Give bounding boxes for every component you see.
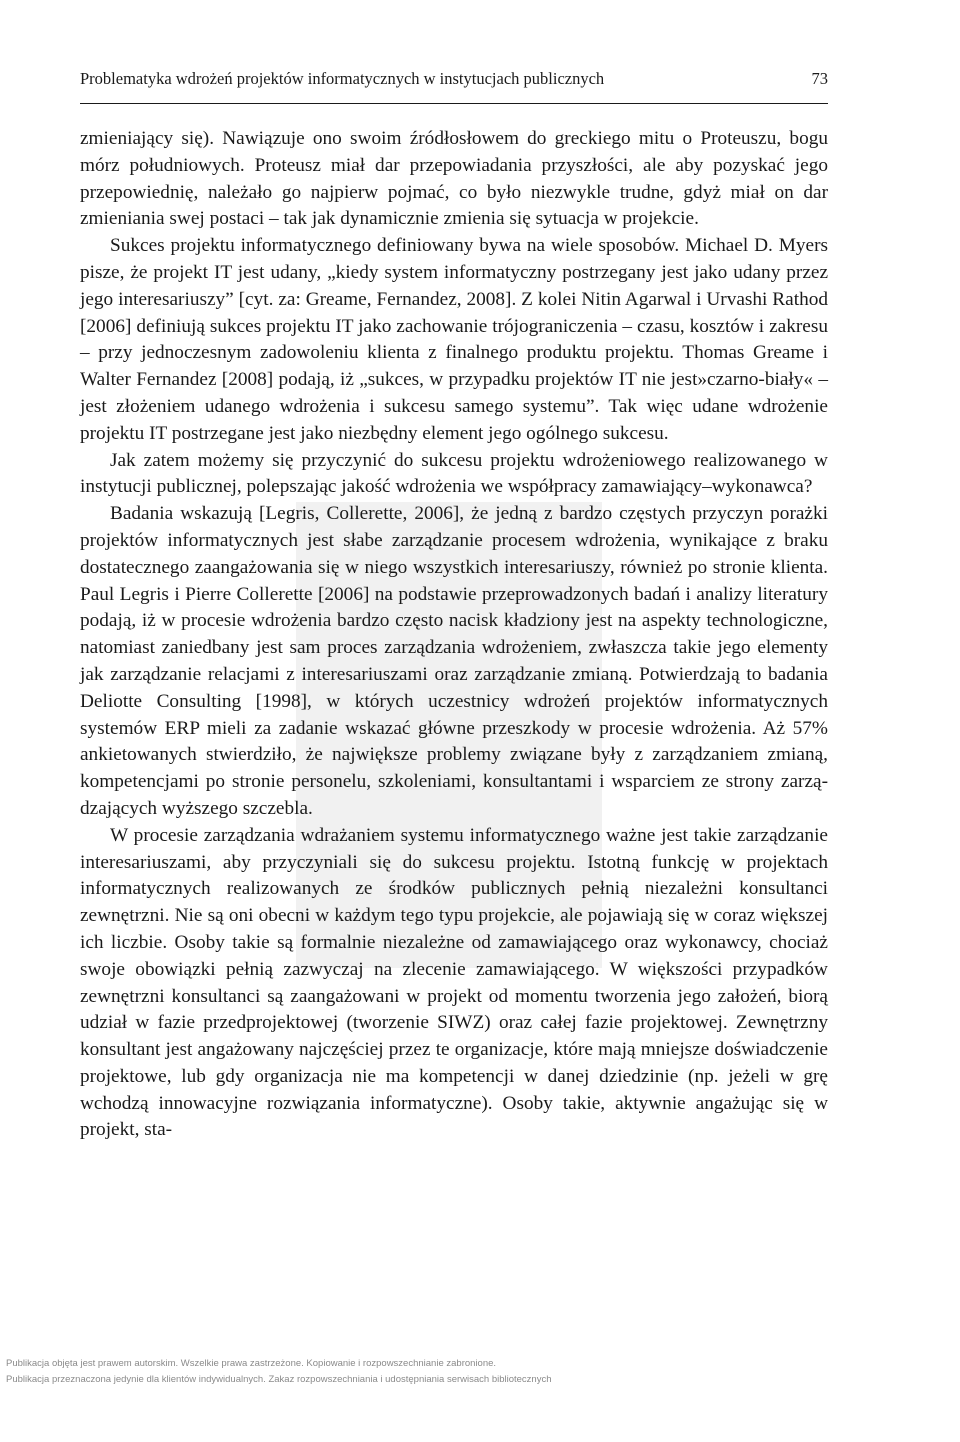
running-title: Problematyka wdrożeń projektów informatycznych w instytucjach publicznych bbox=[80, 69, 605, 88]
body-text bbox=[80, 126, 828, 1144]
page-number: 73 bbox=[811, 69, 828, 88]
copyright-line-1: Publikacja objęta jest prawem autorskim. Wszelkie prawa zastrzeżone. Kopiowanie i rozpowszechnianie zabronione. bbox=[6, 1358, 497, 1369]
header-divider bbox=[80, 103, 828, 104]
paragraph-5: W procesie zarządzania wdrażaniem systemu informatycznego ważne jest takie zarządzanie interesariuszami, aby przyczyniali się do sukcesu projektu. Istotną funkcję w projektach informatycznych realizowanych ze środków publicznych pełnią niezależni konsultanci zewnętrzni. Nie są oni obecni w każdym tego typu projekcie, ale pojawiają się w coraz większej ich liczbie. Osoby takie są formalnie niezależne od zamawiającego oraz wykonawcy, chociaż swoje obowiązki pełnią zazwyczaj na zlecenie zamawiającego. W większości przypadków zewnętrzni konsultanci są zaangażowani w projekt od momentu tworzenia jego założeń, biorą udział w fazie przedprojektowej (tworzenie SIWZ) oraz całej fazie projektowej. Zewnętrzny konsultant jest angażowany najczęściej przez te organizacje, które mają mniejsze doświadczenie projektowe, lub gdy organizacja nie ma kompetencji w danej dziedzinie (np. jeżeli w grę wchodzą innowacyjne rozwiązania informatyczne). Osoby takie, aktywnie angażując się w projekt, sta- bbox=[80, 824, 828, 1141]
copyright-line-2: Publikacja przeznaczona jedynie dla klientów indywidualnych. Zakaz rozpowszechniania i udostępniania serwisach bibliotecznych bbox=[6, 1374, 552, 1385]
paragraph-4: Badania wskazują [Legris, Collerette, 2006], że jedną z bardzo częstych przyczyn porażki projektów informatycznych jest słabe zarządzanie procesem wdrożenia, wynikające z braku dostatecznego zaangażowania się w niego wszystkich interesariuszy, również po stronie klienta. Paul Legris i Pierre Collerette [2006] na podstawie przeprowadzonych badań i analizy literatury podają, iż w procesie wdrożenia bardzo często nacisk kładziony jest na aspekty technologiczne, natomiast zaniedbany jest sam proces zarządzania wdrożeniem, zwłaszcza takie jego elementy jak zarządzanie relacjami z interesariuszami oraz zarządzanie zmianą. Potwierdzają to badania Deliotte Consulting [1998], w których uczestnicy wdrożeń projektów informatycznych systemów ERP mieli za zadanie wskazać główne przeszkody w procesie wdrożenia. Aż 57% ankietowanych stwierdziło, że największe problemy związane były z zarządzaniem zmianą, kompetencjami po stronie personelu, szkoleniami, konsultantami i wsparciem ze strony zarządzających wyższego szczebla. bbox=[80, 503, 828, 819]
running-header bbox=[80, 64, 828, 94]
paragraph-3: Jak zatem możemy się przyczynić do sukcesu projektu wdrożeniowego realizowanego w instytucji publicznej, polepszając jakość wdrożenia we współpracy zamawiający–wykonawca? bbox=[80, 449, 828, 498]
copyright-footer bbox=[6, 1356, 906, 1388]
paragraph-1: zmieniający się). Nawiązuje ono swoim źródłosłowem do greckiego mitu o Proteuszu, bogu mórz południowych. Proteusz miał dar przepowiadania przyszłości, ale aby pozyskać jego przepowiednię, należało go najpierw pojmać, co było niezwykle trudne, gdyż miał on dar zmieniania swej postaci – tak jak dynamicznie zmienia się sytuacja w projekcie. bbox=[80, 128, 828, 230]
paragraph-2: Sukces projektu informatycznego definiowany bywa na wiele sposobów. Michael D. Myers pisze, że projekt IT jest udany, „kiedy system informatyczny postrzegany jest jako udany przez jego interesariuszy” [cyt. za: Greame, Fernandez, 2008]. Z kolei Nitin Agarwal i Urvashi Rathod [2006] definiują sukces projektu IT jako zachowanie trójograniczenia – czasu, kosztów i zakresu – przy jednoczesnym zadowoleniu klienta z finalnego produktu projektu. Thomas Greame i Walter Fernandez [2008] podają, iż „sukces, w przypadku projektów IT nie jest»czarno-biały« – jest złożeniem udanego wdrożenia i sukcesu samego systemu”. Tak więc udane wdrożenie projektu IT postrzegane jest jako niezbędny element jego ogólnego sukcesu. bbox=[80, 235, 828, 444]
